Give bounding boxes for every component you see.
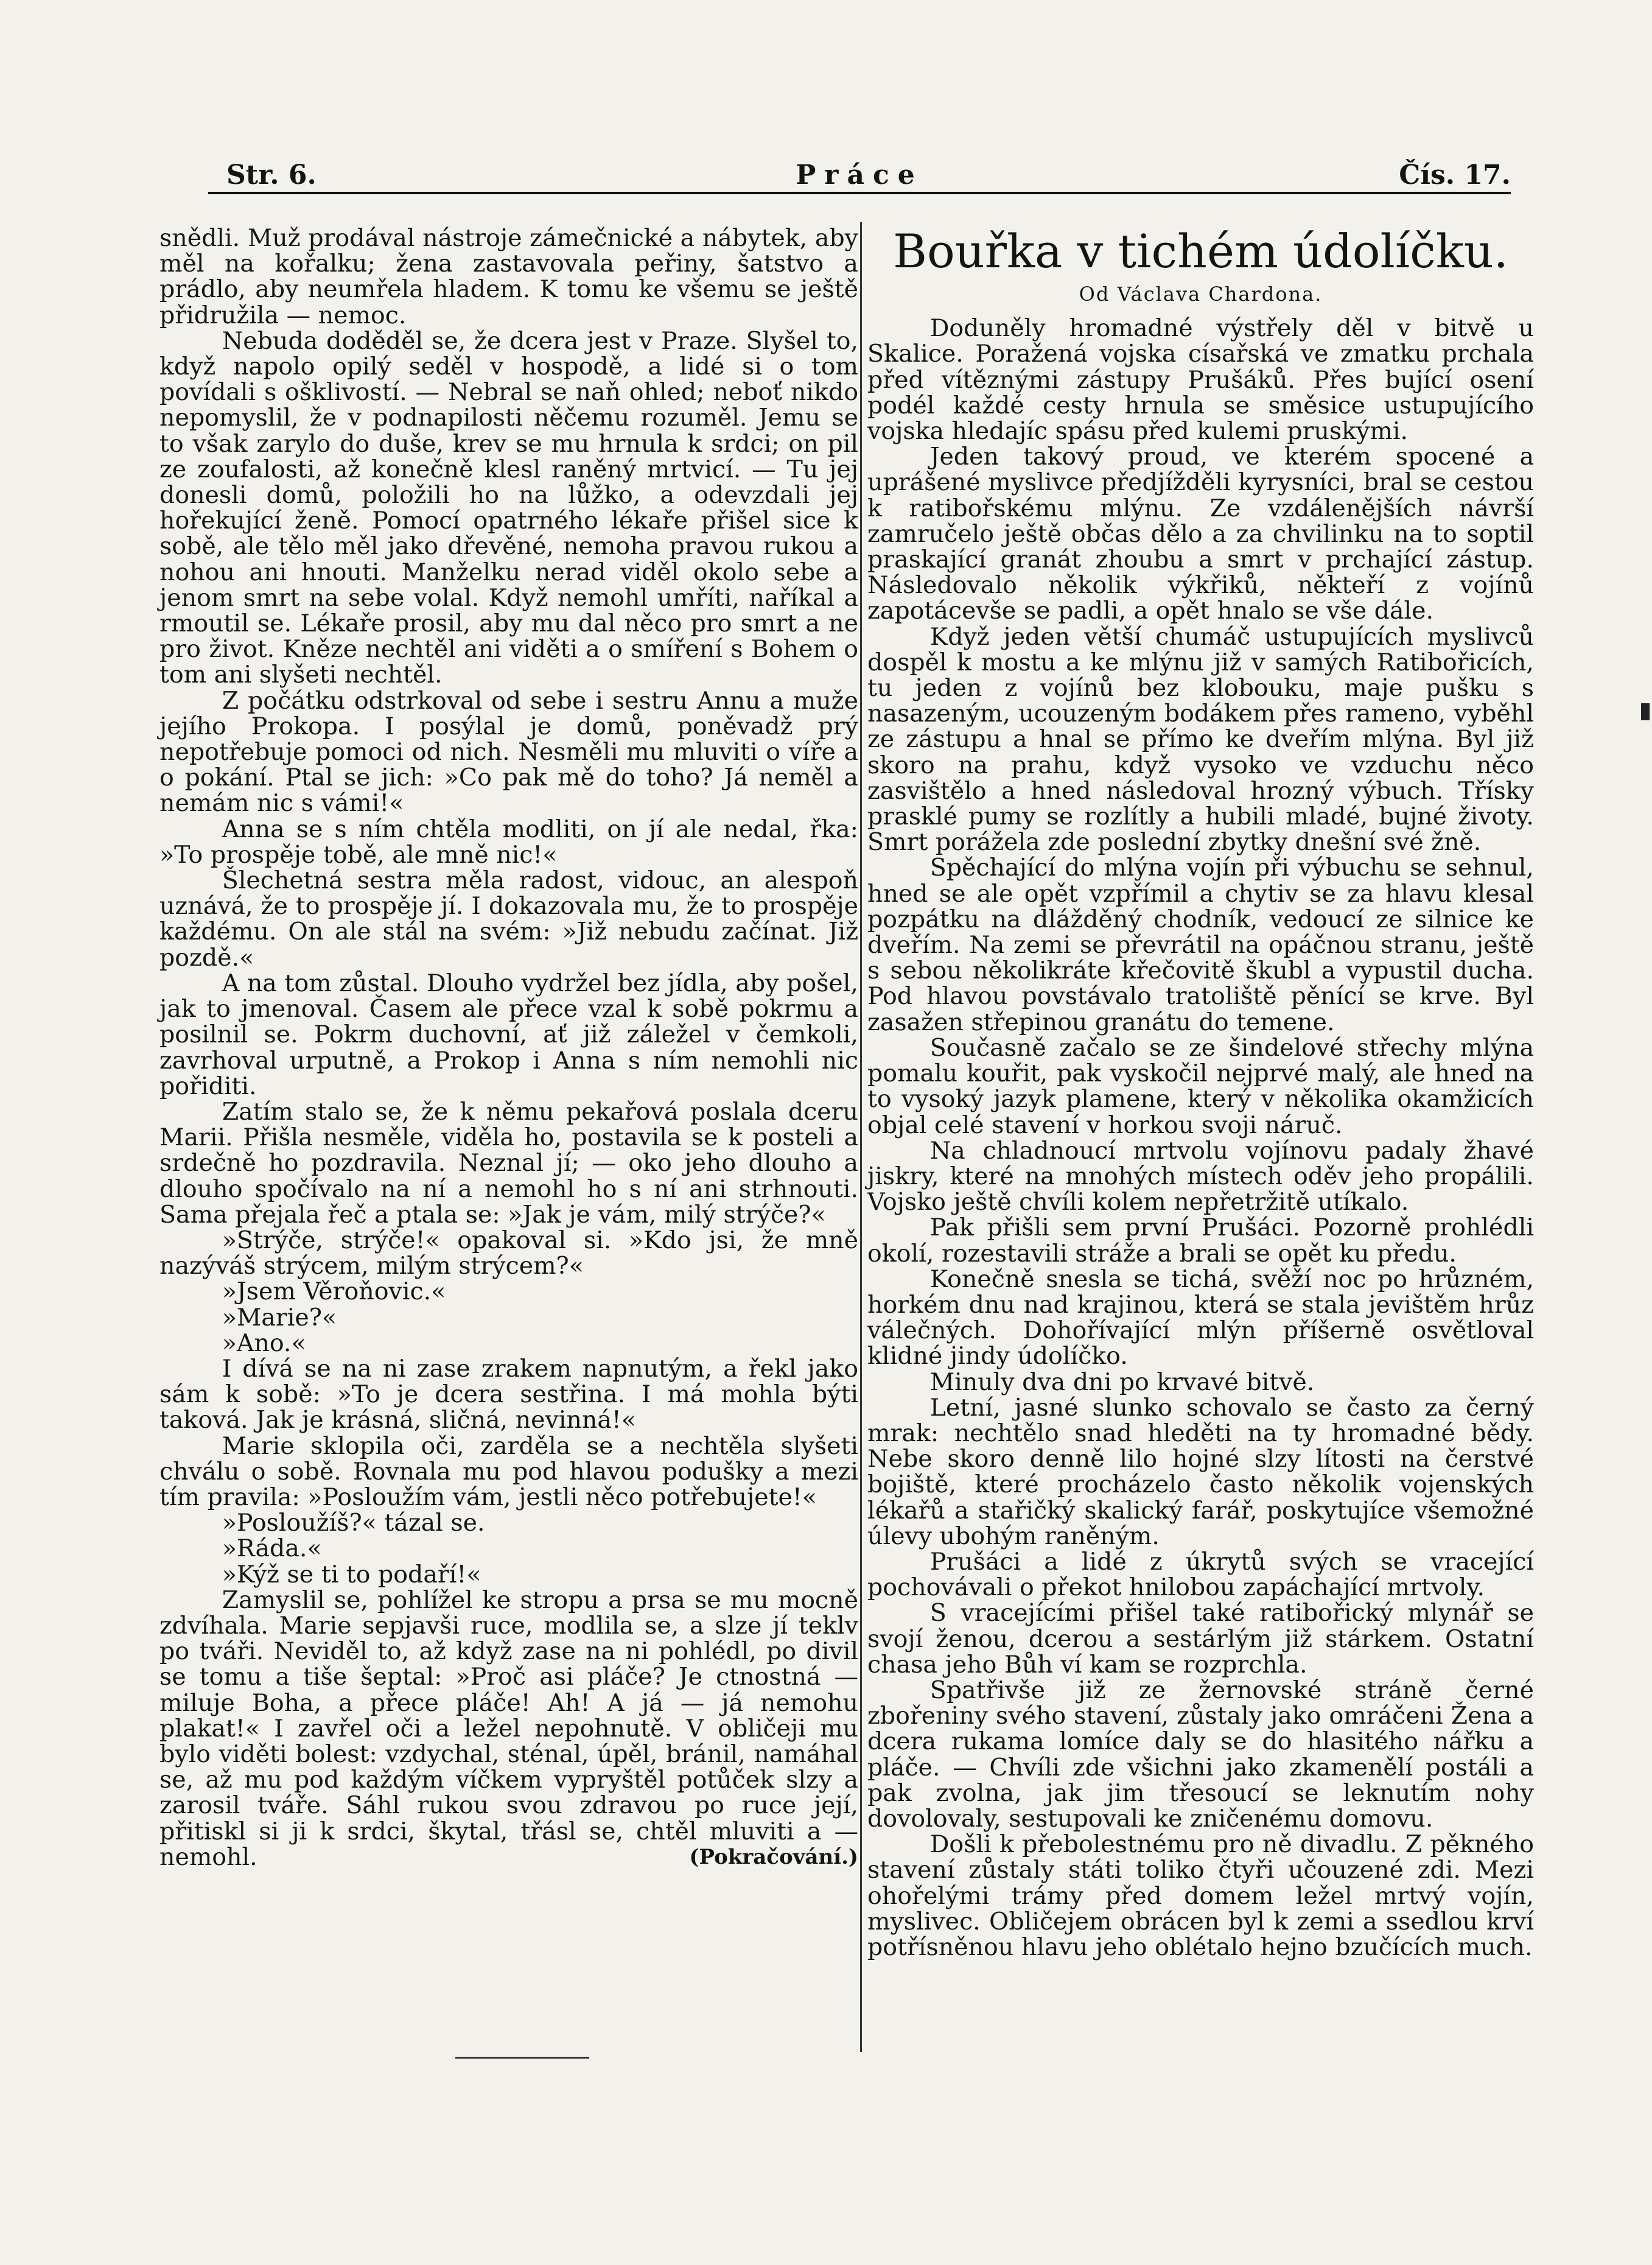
page-number: Str. 6. xyxy=(226,160,317,191)
paragraph: Spatřivše již ze žernovské stráně černé zbořeniny svého stavení, zůstaly jako omráčeni Žena a dcera rukama lomíce daly se do hlasitého nářku a pláče. — Chvíli zde všichni jako zkamenělí postáli a pak zvolna, jak jim třesoucí se leknutím nohy dovolovaly, sestupovali ke zničenému domovu. xyxy=(867,1676,1534,1833)
section-end-rule xyxy=(455,2057,589,2059)
paragraph: Doduněly hromadné výstřely děl v bitvě u Skalice. Poražená vojska císařská ve zmatku prchala před vítěznými zástupy Prušáků. Přes bující osení podél každé cesty hrnula se směsice ustupujícího vojska hledajíc spásu před kulemi pruskými. xyxy=(867,314,1534,446)
paragraph: Na chladnoucí mrtvolu vojínovu padaly žhavé jiskry, které na mnohých místech oděv jeho propálili. Vojsko ještě chvíli kolem nepřetržitě utíkalo. xyxy=(867,1136,1534,1217)
paragraph: Jeden takový proud, ve kterém spocené a uprášené myslivce předjížděli kyrysníci, bral se cestou k ratibořskému mlýnu. Ze vzdálenějších návrší zamručelo ještě občas dělo a za chvilinku na to soptil praskající granát zhoubu a smrt v prchající zástup. Následovalo několik výkřiků, někteří z vojínů zapotácevše se padli, a opět hnalo se vše dále. xyxy=(867,443,1534,625)
page-edge-mark xyxy=(1641,703,1650,720)
paragraph: Z počátku odstrkoval od sebe i sestru Annu a muže jejího Prokopa. I posýlal je domů, poněvadž prý nepotřebuje pomoci od nich. Nesměli mu mluviti o víře a o pokání. Ptal se jich: »Co pak mě do toho? Já neměl a nemám nic s vámi!« xyxy=(159,686,858,818)
paragraph: Anna se s ním chtěla modliti, on jí ale nedal, řka: »To prospěje tobě, ale mně nic!« xyxy=(159,815,858,869)
right-column xyxy=(867,225,1534,1960)
paragraph: Šlechetná sestra měla radost, vidouc, an alespoň uznává, že to prospěje jí. I dokazovala mu, že to prospěje každému. On ale stál na svém: »Již nebudu začínat. Již pozdě.« xyxy=(159,866,858,972)
paragraph: »Strýče, strýče!« opakoval si. »Kdo jsi, že mně nazýváš strýcem, milým strýcem?« xyxy=(159,1226,858,1280)
paragraph: Spěchající do mlýna vojín při výbuchu se sehnul, hned se ale opět vzpřímil a chytiv se za hlavu klesal pozpátku na dlážděný chodník, vedoucí ze silnice ke dveřím. Na zemi se převrátil na opáčnou stranu, ještě s sebou několikráte křečovitě škubl a vypustil ducha. Pod hlavou povstávalo tratoliště pěnící se krve. Byl zasažen střepinou granátu do temene. xyxy=(867,854,1534,1036)
paragraph: »Jsem Věroňovic.« xyxy=(222,1277,446,1306)
paragraph: Pak přišli sem první Prušáci. Pozorně prohlédli okolí, rozestavili stráže a brali se opět ku předu. xyxy=(867,1213,1534,1268)
paragraph: Nebuda doděděl se, že dcera jest v Praze. Slyšel to, když napolo opilý seděl v hospodě, a lidé si o tom povídali s ošklivostí. — Nebral se naň ohled; neboť nikdo nepomyslil, že v podnapilosti něčemu rozuměl. Jemu se to však zarylo do duše, krev se mu hrnula k srdci; on pil ze zoufalosti, až konečně klesl raněný mrtvicí. — Tu jej donesli domů, položili ho na lůžko, a odevzdali jej hořekující ženě. Pomocí opatrného lékaře přišel sice k sobě, ale tělo měl jako dřevěné, nemoha pravou rukou a nohou ani hnouti. Manželku nerad viděl okolo sebe a jenom smrt na sebe volal. Když nemohl umříti, naříkal a rmoutil se. Lékaře prosil, aby mu dal něco pro smrt a ne pro život. Kněze nechtěl ani viděti a o smíření s Bohem o tom ani slyšeti nechtěl. xyxy=(159,326,858,689)
paragraph: Současně začalo se ze šindelové střechy mlýna pomalu kouřit, pak vyskočil nejprvé malý, ale hned na to vysoký jazyk plamene, který v několika okamžicích objal celé stavení v horkou svoji náruč. xyxy=(867,1033,1534,1139)
paragraph: »Kýž se ti to podaří!« xyxy=(222,1560,481,1589)
paragraph: Zamyslil se, pohlížel ke stropu a prsa se mu mocně zdvíhala. Marie sepjavši ruce, modlila se, a slze jí teklv po tváři. Neviděl to, až když zase na ni pohlédl, po divil se tomu a tiše šeptal: »Proč asi pláče? Je ctnostná — miluje Boha, a přece pláče! Ah! A já — já nemohu plakat!« I zavřel oči a ležel nepohnutě. V obličeji mu bylo viděti bolest: vzdychal, sténal, úpěl, bránil, namáhal se, až mu pod každým víčkem vypryštěl potůček slzy a zarosil tváře. Sáhl rukou svou zdravou po ruce její, přitiskl si ji k srdci, škytal, třásl se, chtěl mluviti a — nemohl. xyxy=(159,1586,858,1871)
paragraph: snědli. Muž prodával nástroje zámečnické a nábytek, aby měl na kořalku; žena zastavovala peřiny, šatstvo a prádlo, aby neumřela hladem. K tomu ke všemu se ještě přidružila — nemoc. xyxy=(159,224,858,329)
article-title: Bouřka v tichém údolíčku. xyxy=(893,224,1508,278)
paragraph: Zatím stalo se, že k němu pekařová poslala dceru Marii. Přišla nesměle, viděla ho, postavila se k posteli a srdečně ho pozdravila. Neznal jí; — oko jeho dlouho a dlouho spočívalo na ní a nemohl ho s ní ani strhnouti. Sama přejala řeč a ptala se: »Jak je vám, milý strýče?« xyxy=(159,1097,858,1229)
paragraph: »Posloužíš?« tázal se. xyxy=(222,1509,485,1537)
column-divider xyxy=(860,222,862,2052)
paragraph: Prušáci a lidé z úkrytů svých se vracející pochovávali o překot hnilobou zapáchající mrtvoly. xyxy=(867,1547,1534,1602)
paragraph: Došli k přebolestnému pro ně divadlu. Z pěkného stavení zůstaly státi toliko čtyři učouzené zdi. Mezi ohořelými trámy před domem ležel mrtvý vojín, myslivec. Obličejem obrácen byl k zemi a ssedlou krví potřísněnou hlavu jeho oblétalo hejno bzučících much. xyxy=(867,1830,1534,1961)
page-header xyxy=(208,160,1511,189)
left-column xyxy=(159,225,858,1870)
article-byline: Od Václava Chardona. xyxy=(1079,283,1323,306)
paragraph: Minuly dva dni po krvavé bitvě. xyxy=(929,1368,1315,1396)
issue-number: Čís. 17. xyxy=(1399,160,1511,191)
continued-note: (Pokračování.) xyxy=(689,1845,858,1869)
paragraph: S vracejícími přišel také ratibořický mlynář se svojí ženou, dcerou a sestárlým již stárkem. Ostatní chasa jeho Bůh ví kam se rozprchla. xyxy=(867,1599,1534,1679)
paragraph: Když jeden větší chumáč ustupujících myslivců dospěl k mostu a ke mlýnu již v samých Ratibořicích, tu jeden z vojínů bez klobouku, maje pušku s nasazeným, ucouzeným bodákem přes rameno, vyběhl ze zástupu a hnal se přímo ke dveřím mlýna. Byl již skoro na prahu, když vysoko ve vzduchu něco zasvištělo a hned následoval hrozný výbuch. Třísky prasklé pumy se rozlítly a hubili mladé, bujné životy. Smrt porážela zde poslední zbytky dnešní své žně. xyxy=(867,622,1534,857)
publication-title: Práce xyxy=(796,160,923,191)
paragraph: Letní, jasné slunko schovalo se často za černý mrak: nechtělo snad hleděti na ty hromadné bědy. Nebe skoro denně lilo hojné slzy lítosti na čerstvé bojiště, které procházelo často několik vojenských lékařů a stařičký skalický farář, poskytujíce všemožné úlevy ubohým raněným. xyxy=(867,1393,1534,1550)
paragraph: I dívá se na ni zase zrakem napnutým, a řekl jako sám k sobě: »To je dcera sestřina. I má mohla býti taková. Jak je krásná, sličná, nevinná!« xyxy=(159,1354,858,1434)
paragraph: A na tom zůstal. Dlouho vydržel bez jídla, aby pošel, jak to jmenoval. Časem ale přece vzal k sobě pokrmu a posilnil se. Pokrm duchovní, ať již záležel v čemkoli, zavrhoval urputně, a Prokop i Anna s ním nemohli nic pořiditi. xyxy=(159,969,858,1100)
paragraph: »Ráda.« xyxy=(222,1534,322,1563)
header-rule xyxy=(208,192,1511,194)
paragraph: Marie sklopila oči, zarděla se a nechtěla slyšeti chválu o sobě. Rovnala mu pod hlavou podušky a mezi tím pravila: »Posloužím vám, jestli něco potřebujete!« xyxy=(159,1431,858,1511)
paragraph: »Marie?« xyxy=(222,1303,337,1332)
paragraph: »Ano.« xyxy=(222,1329,306,1357)
paragraph: Konečně snesla se tichá, svěží noc po hrůzném, horkém dnu nad krajinou, která se stala jevištěm hrůz válečných. Dohořívající mlýn příšerně osvětloval klidné jindy údolíčko. xyxy=(867,1265,1534,1371)
